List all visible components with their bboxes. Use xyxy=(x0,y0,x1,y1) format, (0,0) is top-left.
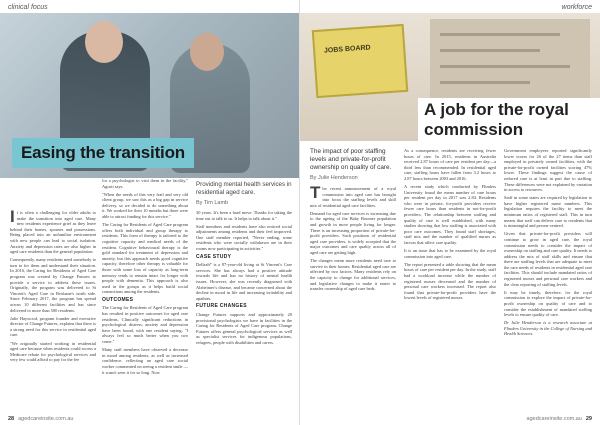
page-footer xyxy=(8,416,73,422)
section-tag: workforce xyxy=(561,4,592,11)
standfirst xyxy=(196,181,294,207)
photo-board-line xyxy=(440,33,560,36)
standfirst-text: The impact of poor staffing levels and private-for-profit ownership on quality of care. xyxy=(310,148,392,171)
author-bio: Dr Julie Henderson is a research associate at Flinders University in the College of Nursing and Health Sciences. xyxy=(504,320,592,337)
photo-head-1 xyxy=(85,21,123,63)
photo-board-line xyxy=(440,65,570,68)
paragraph: As a consequence, residents are receiving fewer hours of care. In 2015, residents in Australia received 2.87 hours of care per resident per day—a third less than recommended. In residential aged care, staffing hours have fallen from 3.2 hours to 2.87 hours between 2003 and 2016. xyxy=(404,148,496,181)
paragraph: Demand for aged care services is increasing due to the ageing of the Baby Boomer population and growth in more people living for longer. There is an increasing proportion of private-for-profit providers. Such positions of residential aged care providers, is widely accepted that the major outcomes and care quality across all of aged care are getting high. xyxy=(310,210,396,256)
page-number: 29 xyxy=(585,416,592,422)
section-heading: CASE STUDY xyxy=(196,253,232,260)
paragraph: "We originally started working in residential aged care because when residents could access a Medicare rebate for psychological services and very few could afford to pay for the fee xyxy=(10,340,96,363)
paragraph: Julie Haywood, program founder and executive director of Change Futures, explains that there is a strong need for this service in residential aged care. xyxy=(10,315,96,338)
paragraph: Government employees reported significantly lower scores for 26 of the 27 items than staff employed in privately owned facilities, with the private-for-profit owned facilities scoring 47% lower. These findings suggest the cause of reduced care is at least in part due to staffing. These differences were not explained by variation in access to resources. xyxy=(504,148,592,193)
paragraph: for a psychologist to visit them in the facility," Agosti says. xyxy=(102,178,188,189)
paragraph: The Caring for Residents of Aged Care program offers both individual and group therapy to residents. This form of therapy is tailored to the cognitive capacity and medical needs of the resident. Cognitive behavioural therapy is the gold standard for treatment of depression and anxiety, but this approach needs good cognitive capacity, therefore other therapy is valuable for those with some loss of capacity as long-term memory tends to remain intact for longer with people with dementia. This approach is also used in the groups as it helps build social connections among the residents. xyxy=(102,222,188,295)
drop-cap: T xyxy=(310,183,321,202)
photo-sign-text: JOBS BOARD xyxy=(323,44,371,55)
body-column-1 xyxy=(10,207,96,365)
paragraph: Change Futures supports and approximately 20 provisional psychologists we have in facilities in the Caring for Residents of Aged Care program. Change Futures offers general psychological services as well as specialist services for indigenous populations, refugees, people with disabilities and carers. xyxy=(196,312,292,345)
paragraph: Dellzah* is a 87-year-old living at St Vincent's Care services. She has always had a positive attitude towards life and has no history of mental health issues. However, she was recently diagnosed with Alzheimer's disease, and became concerned about the decline in mood in life and increasing irritability and apathies. xyxy=(196,262,292,301)
body-column-3 xyxy=(196,210,292,348)
page-footer xyxy=(527,416,592,422)
paragraph: 30 years. It's been a hard move. Thanks for taking the time out to talk to us. It helps to talk about it." xyxy=(196,210,292,221)
paragraph: It may be timely, therefore, for the royal commission to explore the impact of private-for-profit ownership on quality of care and to consider the establishment of mandated staffing levels to ensure quality of care. xyxy=(504,289,592,318)
paragraph: Many staff members have observed a decrease in mood among residents, as well as increased confidence, reflecting an aged care social worker commented on seeing a resident smile — it wasn't seen it for so long. Now xyxy=(102,347,188,375)
byline: By Tim Lamb xyxy=(196,200,229,206)
section-heading: OUTCOMES xyxy=(102,296,134,303)
paragraph: Staff in some states are required by legislation to have higher registered nurse numbers. This legislation requires the facility to meet the minimum ratios of registered staff. This in turn means that staff can deliver care to residents that is meaningful and person-centred. xyxy=(504,195,592,229)
paragraph: Given that private-for-profit providers will continue to grow in aged care, the royal commission needs to consider the impact of ownership on staffing and care quality. It needs to address the mix of staff skills and ensure that there are staffing levels that are adequate to meet the care needs of residents in residential aged care facilities. This should include mandated ratios of registered nurses and personal care workers and the clear reporting of staffing levels. xyxy=(504,231,593,287)
photo-board-line xyxy=(440,81,530,84)
paragraph: The report presented a table showing that the mean hours of care per resident per day. In the study, staff had a workload increase while the number of registered nurses decreased and the number of personal care workers increased. The report also found that private-for-profit providers have the lowest levels of registered nurses. xyxy=(404,261,496,301)
photo-head-2 xyxy=(190,33,224,71)
photo-board-line xyxy=(440,49,540,52)
article-headline: Easing the transition xyxy=(21,143,185,162)
article-headline: A job for the royal commission xyxy=(418,98,600,142)
paragraph: "When the needs of this very frail and very old client group, we saw this as a big gap in service delivery, so we decided to do something about it. We worked for their 10 months but there were able to attract funding for this service." xyxy=(102,191,188,220)
paragraph: The changes mean more residents need care to survive in their homes. Residential aged care are affected by two factors. Many residents rely on the capacity to change for additional services, and legislative changes to make it easier to transfer ownership of aged care beds. xyxy=(310,258,396,292)
standfirst xyxy=(310,148,396,182)
paragraph: A recent study which conducted by Flinders University found the mean number of care hours per resident per day in 2017 was 2.84. Residents who were in private, for-profit providers receive fewer care hours than residents in not-for-profit providers. The relationship between staffing and quality of care is well established, with many studies showing that low staffing is associated with poor care outcomes. They found staff shortages, staff mix and the number of qualified nurses as factors that affect care quality. xyxy=(404,184,496,245)
site-url: agedcareinsite.com.au xyxy=(526,416,582,422)
body-column-2 xyxy=(404,148,496,303)
section-tag: clinical focus xyxy=(8,4,48,11)
right-page xyxy=(300,0,600,425)
headline-banner xyxy=(12,138,194,168)
body-column-3 xyxy=(504,148,592,340)
section-heading: FUTURE CHANGES xyxy=(196,303,247,310)
photo-jobs-sign xyxy=(312,24,409,98)
body-column-1 xyxy=(310,183,396,294)
byline: By Julie Henderson xyxy=(310,175,358,181)
drop-cap: I xyxy=(10,207,15,226)
paragraph: The Caring for Residents of Aged Care program has resulted in positive outcomes for aged care residents. Clinically significant reductions in psychological distress, anxiety and depression have been found, with one resident saying, "I always feel so much better when you two come." xyxy=(102,305,188,345)
site-url: agedcareinsite.com.au xyxy=(18,416,74,422)
body-column-2 xyxy=(102,178,188,378)
page-number: 28 xyxy=(8,416,15,422)
paragraph: The recent announcement of a royal commission into aged care has brought into focus the staffing levels and skill mix of residential aged care facilities. xyxy=(310,183,396,208)
paragraph: It is often a challenging for older adults to make the transition into aged care. Many new residents experience grief as they leave behind their homes, spouses and possessions. Being placed into an unfamiliar environment with new people can lead to social isolation. Anxiety and depression rates are also higher in aged care residents than the general population. xyxy=(10,207,96,255)
standfirst-text: Providing mental health services in residential aged care. xyxy=(196,181,292,196)
paragraph: Consequently, many residents need somebody to turn to for them and understand their situation. In 2016, the Caring for Residents of Aged Care program was created by Change Futures to provide a service to address these issues. Originally, the program was delivered to St Vincent's Aged Care in Brisbane's north side. Since February 2017, the program has spread across 10 different facilities and has since delivered to more than 500 residents. xyxy=(10,257,96,313)
paragraph: Staff members and residents have also noticed social adjustments among residents and their feel improved. One staff member reported, "Never ending, some residents who were socially withdrawn are in their rooms now participating in activities." xyxy=(196,223,292,252)
paragraph: It is an issue that has to be examined by the royal commission into aged care. xyxy=(404,248,496,259)
